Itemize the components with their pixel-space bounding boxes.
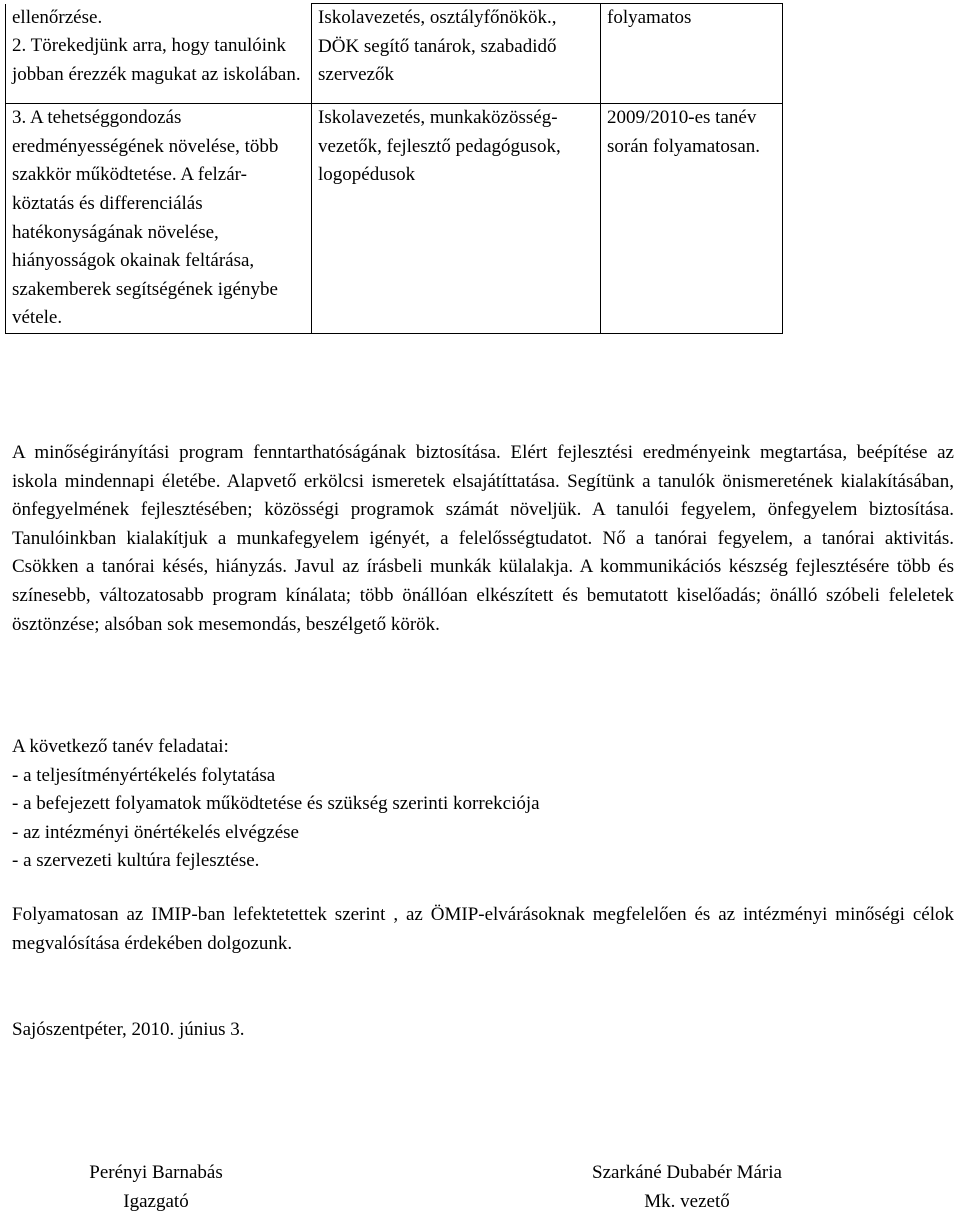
list-item: - a befejezett folyamatok működtetése és szükség szerinti korrekciója — [12, 793, 540, 815]
signatory-title: Mk. vezető — [644, 1190, 730, 1212]
responsible-cell — [312, 4, 601, 104]
table-row — [6, 104, 783, 334]
signatory-name: Perényi Barnabás — [89, 1162, 223, 1183]
place-date: Sajószentpéter, 2010. június 3. — [12, 1019, 245, 1040]
signature-block-principal — [36, 1159, 276, 1216]
deadline-cell — [601, 4, 783, 104]
deadline-text: 2009/2010-es tanév során folyamatosan. — [607, 107, 761, 157]
activity-text: 2. Törekedjünk arra, hogy tanulóink jobban érezzék magukat az iskolában. — [12, 35, 301, 85]
responsible-cell — [312, 104, 601, 334]
tasks-heading: A következő tanév feladatai: — [12, 736, 229, 757]
signatory-name: Szarkáné Dubabér Mária — [592, 1162, 782, 1183]
next-year-tasks — [12, 733, 954, 876]
activity-text: ellenőrzése. — [12, 6, 103, 28]
list-item: - az intézményi önértékelés elvégzése — [12, 821, 299, 843]
list-item: - a szervezeti kultúra fejlesztése. — [12, 850, 260, 872]
deadline-text: folyamatos — [607, 7, 692, 28]
signature-block-workgroup-leader — [567, 1159, 807, 1216]
activity-cell — [6, 104, 312, 334]
quality-paragraph: A minőségirányítási program fenntarthatóságának biztosítása. Elért fejlesztési eredményeink megtartása, beépítése az iskola mindennapi életébe. Alapvető erkölcsi ismeretek elsajátíttatása. Segítünk a tanulók önismeretének kialakításában, önfegyelmének fejlesztésében; közösségi programok számát növeljük. A tanulói fegyelem, önfegyelem biztosítása. Tanulóinkban kialakítjuk a munkafegyelem igényét, a felelősségtudatot. Nő a tanórai fegyelem, a tanórai aktivitás. Csökken a tanórai késés, hiányzás. Javul az írásbeli munkák külalakja. A kommunikációs készség fejlesztésére több és színesebb, változatosabb program kínálata; több önállóan elkészített és bemutatott kiselőadás; önálló szóbeli feleletek ösztönzése; alsóban sok mesemondás, beszélgető körök. — [12, 442, 954, 635]
responsible-text: Iskolavezetés, osztályfőnökök., DÖK segítő tanárok, szabadidő szervezők — [318, 7, 557, 86]
responsible-text: Iskolavezetés, munkaközösség-vezetők, fejlesztő pedagógusok, logopédusok — [318, 107, 561, 186]
list-item: - a teljesítményértékelés folytatása — [12, 764, 276, 786]
conclusion-paragraph: Folyamatosan az IMIP-ban lefektetettek szerint , az ÖMIP-elvárásoknak megfelelően és az intézményi minőségi célok megvalósítása érdekében dolgozunk. — [12, 904, 954, 954]
table-row — [6, 4, 783, 104]
activity-text: 3. A tehetséggondozás eredményességének növelése, több szakkör működtetése. A felzár-köztatás és differenciálás hatékonyságának növelése, hiányosságok okainak feltárása, szakemberek segítségének igénybe vétele. — [12, 107, 279, 329]
responsibility-table — [5, 3, 783, 334]
signatory-title: Igazgató — [123, 1190, 189, 1212]
deadline-cell — [601, 104, 783, 334]
activity-cell — [6, 4, 312, 104]
